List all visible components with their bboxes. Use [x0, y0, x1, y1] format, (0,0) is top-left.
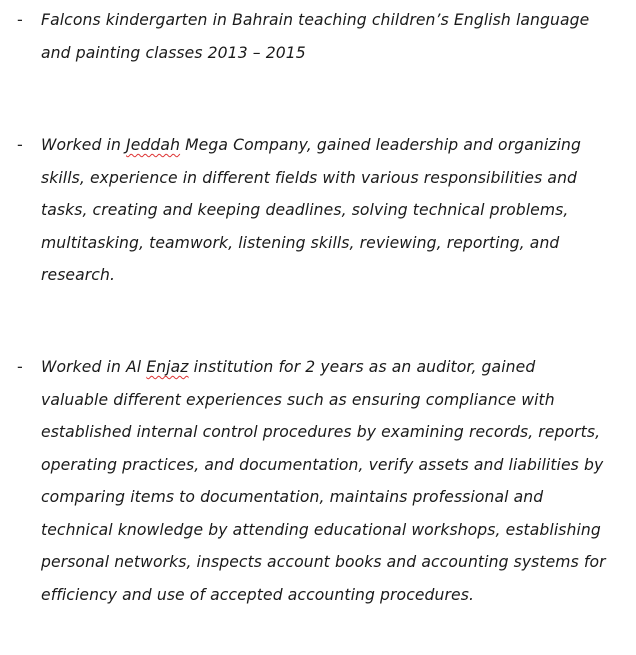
text-line: established internal control procedures by examining records, reports,: [41, 423, 601, 441]
text-line: and painting classes 2013 – 2015: [41, 43, 306, 62]
text-line: technical knowledge by attending educational workshops, establishing: [41, 520, 601, 539]
bullet-dash: -: [17, 10, 23, 29]
text-line: efficiency and use of accepted accounting procedures.: [41, 585, 475, 604]
text-line: Falcons kindergarten in Bahrain teaching children’s English language: [41, 11, 590, 29]
text-segment: Worked in: [41, 136, 127, 154]
text-line: operating practices, and documentation, verify assets and liabilities by: [41, 455, 604, 474]
bullet-dash: -: [17, 135, 23, 154]
text-line: [41, 351, 631, 384]
text-line: skills, experience in different fields with various responsibilities and: [41, 168, 578, 187]
text-line: tasks, creating and keeping deadlines, solving technical problems,: [41, 201, 569, 219]
text-line: research.: [41, 266, 116, 284]
text-segment: institution for 2 years as an auditor, gained: [188, 358, 536, 376]
text-line: multitasking, teamwork, listening skills, reviewing, reporting, and: [41, 233, 560, 252]
list-item-text: [41, 4, 631, 69]
bullet-dash: -: [17, 357, 23, 376]
text-line: [41, 129, 631, 162]
list-item-text: [41, 129, 631, 292]
list-item-text: [41, 351, 631, 611]
text-line: valuable different experiences such as ensuring compliance with: [41, 390, 555, 409]
spelling-flagged-word[interactable]: Enjaz: [146, 358, 189, 376]
text-line: personal networks, inspects account books and accounting systems for: [41, 553, 606, 571]
spelling-flagged-word[interactable]: Jeddah: [126, 136, 181, 154]
text-segment: Worked in Al: [41, 358, 147, 376]
text-segment: Mega Company, gained leadership and organizing: [180, 136, 581, 154]
text-line: comparing items to documentation, maintains professional and: [41, 488, 544, 506]
